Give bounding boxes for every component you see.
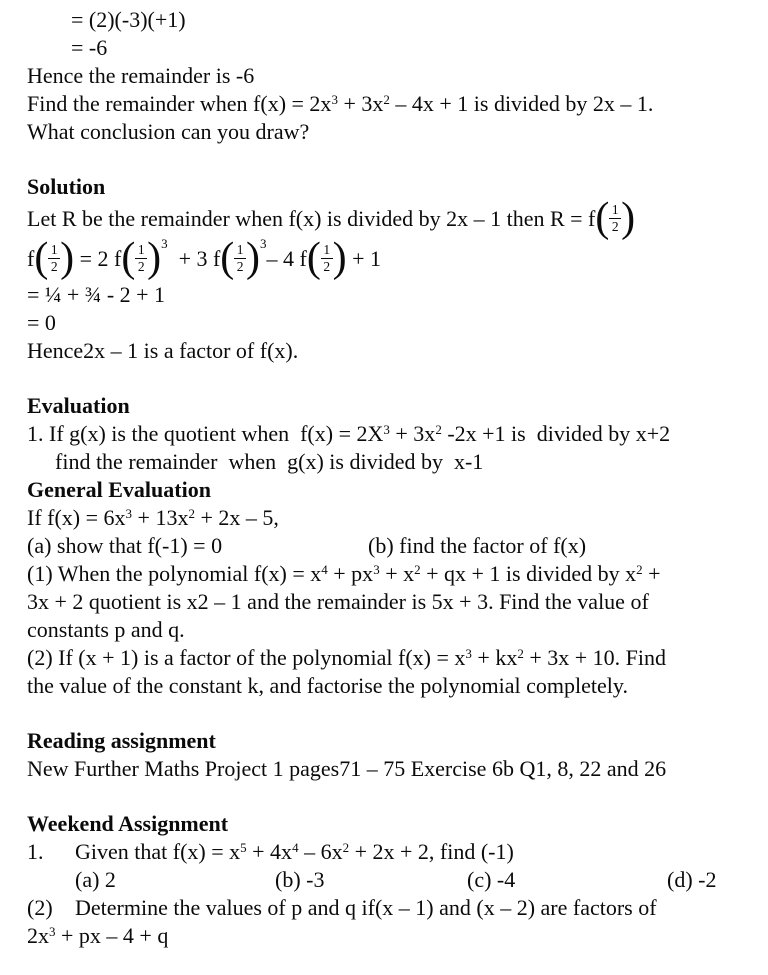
text-line [27,894,748,922]
superscript: 3 [161,235,168,251]
text-run: = (2)(-3)(+1) [71,7,186,32]
open-paren: ( [34,234,49,281]
text-line [27,755,748,783]
text-line [27,838,748,866]
fraction-stack [321,243,333,274]
open-paren: ( [306,234,321,281]
text-line [27,448,748,476]
close-paren: ) [246,234,261,281]
superscript: 4 [292,839,299,855]
text-run: If f(x) = 6x [27,504,126,530]
text-run: + qx + 1 is divided by x [420,560,637,586]
superscript: 3 [260,235,267,251]
superscript: 2 [383,92,390,107]
text-run: Find the remainder when f(x) = 2x [27,91,332,116]
text-run: constants p and q. [27,616,185,642]
text-run: + px [327,560,374,586]
text-run: + 2x – 5, [194,504,279,530]
fraction-stack [135,243,147,274]
text-line [27,90,748,118]
fraction-one-half [220,234,261,281]
text-line [27,922,748,950]
text-run: – 6x [298,838,343,864]
superscript: 2 [636,561,643,577]
text-run: – 4x + 1 is divided by 2x – 1. [389,91,654,116]
text-line [27,62,748,90]
text-run: + px – 4 + q [55,922,169,948]
fraction-denominator: 2 [611,219,619,235]
text-line [27,118,748,146]
text-line [27,309,748,337]
evaluation-section [27,392,748,700]
text-run: (d) -2 [667,866,717,892]
superscript: 2 [414,561,421,577]
fraction-one-half [121,234,162,281]
text-run: Determine the values of p and q if(x – 1) and (x – 2) are factors of [75,894,657,920]
text-line [27,672,748,700]
reading-assignment-section [27,727,748,783]
text-run: (b) -3 [275,866,325,892]
text-line [27,532,748,560]
close-paren: ) [147,234,162,281]
text-run: 1. If g(x) is the quotient when f(x) = 2X [27,420,384,446]
text-run: What conclusion can you draw? [27,119,310,144]
text-run: (b) find the factor of f(x) [368,532,587,558]
section-heading [27,810,748,838]
superscript: 3 [125,505,133,521]
fraction-one-half [34,234,75,281]
text-run: = 0 [27,309,56,335]
text-line [27,234,748,281]
superscript: 2 [435,421,442,437]
text-run: – 4 f [266,245,307,271]
superscript: 2 [342,839,350,855]
fraction-numerator: 1 [609,203,621,219]
solution-section [27,173,748,365]
text-run: (2) If (x + 1) is a factor of the polynomial f(x) = x [27,644,466,670]
text-line [27,337,748,365]
text-line [27,34,748,62]
text-run: Evaluation [27,392,130,418]
fraction-numerator: 1 [234,243,246,259]
text-run: + 2x + 2, find (-1) [349,838,514,864]
weekend-assignment-section [27,810,748,950]
superscript: 2 [517,645,524,661]
fraction-stack [234,243,246,274]
text-run: + 3 f [167,245,221,271]
superscript: 4 [321,561,328,577]
text-run: + 3x [389,420,436,446]
text-run: (c) -4 [467,866,516,892]
text-run: + kx [471,644,518,670]
text-run: + 13x [132,504,189,530]
text-line [27,6,748,34]
text-run: 1. [27,838,44,864]
section-heading [27,392,748,420]
text-run: f [27,245,35,271]
text-run: = -6 [71,35,108,60]
fraction-numerator: 1 [48,243,60,259]
text-line [27,644,748,672]
close-paren: ) [621,195,636,241]
superscript: 3 [331,92,338,107]
fraction-denominator: 2 [323,259,331,275]
fraction-one-half [595,195,636,241]
text-run: (a) show that f(-1) = 0 [27,532,223,558]
text-line [27,866,748,894]
fraction-numerator: 1 [135,243,147,259]
open-paren: ( [121,234,136,281]
text-run: Weekend Assignment [27,810,229,836]
superscript: 3 [49,923,56,939]
text-run: 2x [27,922,49,948]
fraction-denominator: 2 [137,259,145,275]
superscript: 3 [465,645,472,661]
text-run: + 4x [246,838,293,864]
section-heading [27,173,748,201]
text-run: + 3x [337,91,384,116]
text-run: + 1 [346,245,382,271]
text-run: + x [379,560,415,586]
text-line [27,504,748,532]
text-line [27,616,748,644]
problem-section [27,6,748,146]
close-paren: ) [332,234,347,281]
text-run: = 2 f [74,245,122,271]
open-paren: ( [220,234,235,281]
superscript: 3 [373,561,380,577]
text-line [27,281,748,309]
text-run: Given that f(x) = x [75,838,241,864]
fraction-one-half [306,234,347,281]
text-run: find the remainder when g(x) is divided by x-1 [55,448,484,474]
text-run: Solution [27,174,106,199]
text-run: + [642,560,661,586]
text-run: Reading assignment [27,727,216,753]
text-line [27,588,748,616]
text-run: Let R be the remainder when f(x) is divided by 2x – 1 then R = f [27,206,596,231]
text-run: (2) [27,894,53,920]
text-run: (a) 2 [75,866,116,892]
text-run: New Further Maths Project 1 pages71 – 75 Exercise 6b Q1, 8, 22 and 26 [27,755,667,781]
text-run: (1) When the polynomial f(x) = x [27,560,322,586]
fraction-stack [48,243,60,274]
fraction-numerator: 1 [321,243,333,259]
superscript: 5 [240,839,247,855]
fraction-denominator: 2 [50,259,58,275]
text-run: 3x + 2 quotient is x2 – 1 and the remainder is 5x + 3. Find the value of [27,588,649,614]
text-run: -2x +1 is divided by x+2 [441,420,671,446]
section-heading [27,476,748,504]
open-paren: ( [595,195,610,241]
text-run: Hence the remainder is -6 [27,63,255,88]
text-run: + 3x + 10. Find [523,644,666,670]
text-line [27,420,748,448]
close-paren: ) [60,234,75,281]
fraction-stack [609,203,621,234]
fraction-denominator: 2 [236,259,244,275]
superscript: 3 [383,421,390,437]
text-run: the value of the constant k, and factorise the polynomial completely. [27,672,628,698]
text-line [27,560,748,588]
text-run: Hence2x – 1 is a factor of f(x). [27,337,299,363]
text-run: General Evaluation [27,476,211,502]
text-run: = ¼ + ¾ - 2 + 1 [27,281,166,307]
superscript: 2 [188,505,195,521]
section-heading [27,727,748,755]
